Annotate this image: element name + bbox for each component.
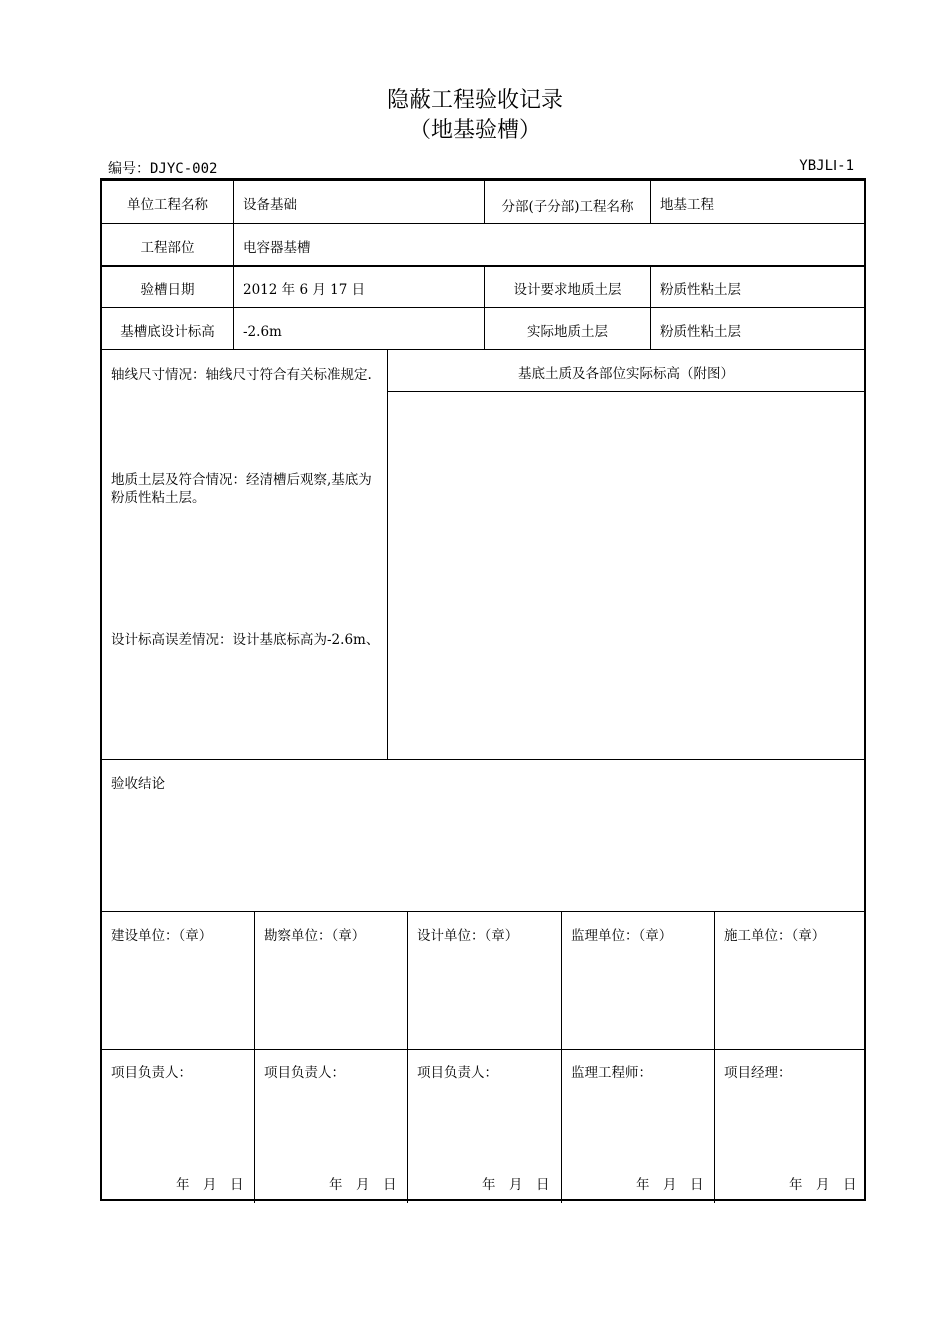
col-divider bbox=[714, 911, 715, 1203]
row-divider bbox=[102, 223, 864, 224]
supervision-unit-stamp: 监理单位：（章） bbox=[571, 928, 673, 944]
col-divider bbox=[233, 265, 234, 349]
col-divider bbox=[233, 223, 234, 265]
row-divider bbox=[102, 911, 864, 912]
col-divider bbox=[254, 911, 255, 1203]
col-divider bbox=[650, 181, 651, 223]
actual-soil-label: 实际地质土层 bbox=[527, 324, 608, 340]
record-number: 编号：DJYC-002 bbox=[108, 161, 218, 177]
inspection-date-value: 2012 年 6 月 17 日 bbox=[243, 282, 366, 298]
design-soil-value: 粉质性粘土层 bbox=[660, 282, 741, 298]
client-project-leader: 项目负责人： bbox=[111, 1065, 192, 1081]
subproject-value: 地基工程 bbox=[660, 197, 714, 213]
project-name-value: 设备基础 bbox=[243, 197, 297, 213]
col-divider bbox=[233, 181, 234, 223]
row-divider bbox=[102, 349, 864, 350]
construction-sign-date: 年 月 日 bbox=[789, 1177, 857, 1193]
project-manager: 项目经理： bbox=[724, 1065, 792, 1081]
soil-layer-note: 地质土层及符合情况：经清槽后观察,基底为粉质性粘土层。 bbox=[111, 472, 372, 506]
client-sign-date: 年 月 日 bbox=[176, 1177, 244, 1193]
location-value: 电容器基槽 bbox=[243, 240, 311, 256]
actual-soil-value: 粉质性粘土层 bbox=[660, 324, 741, 340]
row-divider bbox=[102, 307, 864, 308]
design-unit-stamp: 设计单位：（章） bbox=[417, 928, 519, 944]
project-name-label: 单位工程名称 bbox=[127, 197, 208, 213]
form-code: YBJLⅠ-1 bbox=[799, 158, 854, 174]
design-elevation-label: 基槽底设计标高 bbox=[120, 324, 215, 340]
page-title: 隐蔽工程验收记录 bbox=[386, 88, 563, 113]
location-label: 工程部位 bbox=[140, 240, 195, 256]
col-divider bbox=[650, 265, 651, 349]
subproject-label: 分部(子分部)工程名称 bbox=[501, 199, 634, 215]
supervising-engineer: 监理工程师： bbox=[571, 1065, 652, 1081]
design-sign-date: 年 月 日 bbox=[482, 1177, 550, 1193]
supervision-sign-date: 年 月 日 bbox=[636, 1177, 704, 1193]
survey-sign-date: 年 月 日 bbox=[329, 1177, 397, 1193]
design-project-leader: 项目负责人： bbox=[417, 1065, 498, 1081]
col-divider bbox=[561, 911, 562, 1203]
design-elevation-value: -2.6m bbox=[243, 324, 282, 340]
axis-dimension-note: 轴线尺寸情况：轴线尺寸符合有关标准规定. bbox=[111, 367, 372, 383]
row-divider bbox=[387, 391, 864, 392]
inspection-date-label: 验槽日期 bbox=[140, 282, 195, 298]
construction-unit-stamp: 施工单位：（章） bbox=[724, 928, 826, 944]
col-divider bbox=[387, 349, 388, 759]
conclusion-label: 验收结论 bbox=[111, 776, 165, 792]
client-unit-stamp: 建设单位：（章） bbox=[111, 928, 213, 944]
elevation-error-note: 设计标高误差情况：设计基底标高为-2.6m、 bbox=[111, 632, 380, 648]
attached-drawing-header: 基底土质及各部位实际标高（附图） bbox=[518, 366, 734, 382]
design-soil-label: 设计要求地质土层 bbox=[513, 282, 622, 298]
page-subtitle: （地基验槽） bbox=[408, 118, 541, 143]
record-table bbox=[100, 178, 866, 1201]
survey-unit-stamp: 勘察单位：（章） bbox=[264, 928, 366, 944]
survey-project-leader: 项目负责人： bbox=[264, 1065, 345, 1081]
row-divider bbox=[102, 759, 864, 760]
row-divider bbox=[102, 265, 864, 267]
row-divider bbox=[102, 1049, 864, 1050]
col-divider bbox=[407, 911, 408, 1203]
